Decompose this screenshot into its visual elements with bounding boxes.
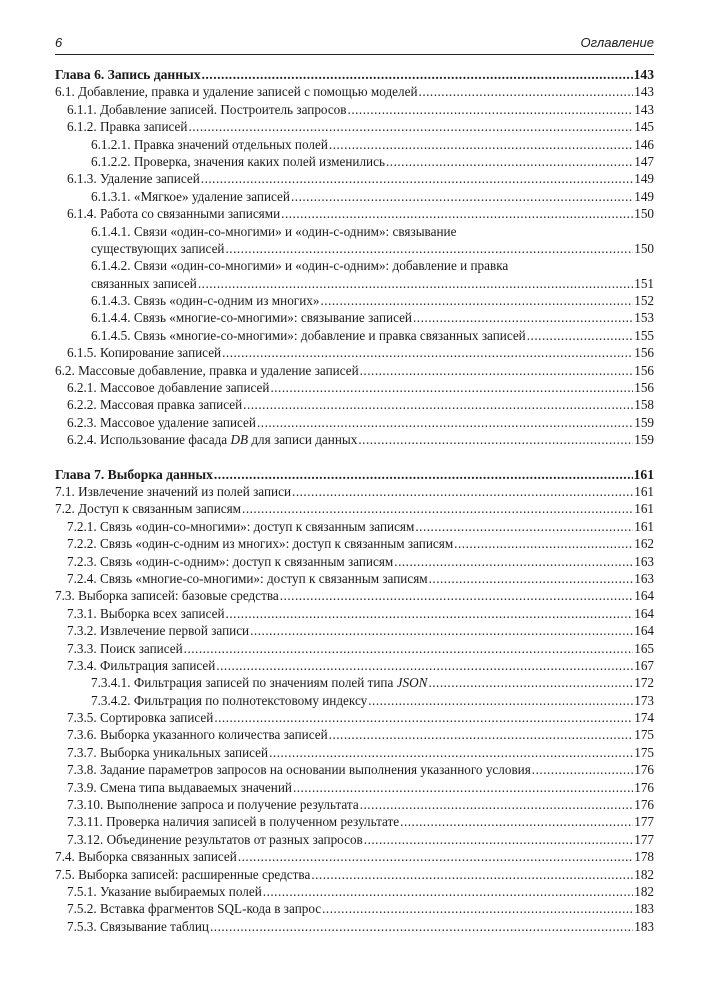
toc-entry[interactable]: 7.3.2. Извлечение первой записи ..... 164 [55, 622, 654, 639]
toc-entry[interactable]: 7.4. Выборка связанных записей ..... 178 [55, 848, 654, 865]
toc-entry[interactable]: 6.1.3. Удаление записей ..... 149 [55, 170, 654, 187]
toc-entry[interactable]: 7.3.9. Смена типа выдаваемых значений ..... 176 [55, 779, 654, 796]
toc-entry[interactable]: 7.5.3. Связывание таблиц ..... 183 [55, 918, 654, 935]
toc-entry[interactable]: 7.2.4. Связь «многие-со-многими»: доступ к связанным записям ..... 163 [55, 570, 654, 587]
toc-entry[interactable]: 7.3.7. Выборка уникальных записей ..... 175 [55, 744, 654, 761]
page-header [55, 30, 654, 50]
header-rule [55, 54, 654, 55]
toc-chapter-7[interactable]: Глава 7. Выборка данных ..... 161 [55, 466, 654, 483]
toc-entry[interactable]: 6.1.2. Правка записей ..... 145 [55, 118, 654, 135]
toc-entry[interactable]: 7.3.5. Сортировка записей ..... 174 [55, 709, 654, 726]
toc-entry[interactable]: 7.1. Извлечение значений из полей записи ..... 161 [55, 483, 654, 500]
toc-entry[interactable]: 7.5. Выборка записей: расширенные средства ..... 182 [55, 866, 654, 883]
toc-entry[interactable]: 6.2.3. Массовое удаление записей ..... 159 [55, 414, 654, 431]
toc-entry[interactable]: 6.2. Массовые добавление, правка и удаление записей ..... 156 [55, 362, 654, 379]
toc-entry[interactable]: 6.1.4.4. Связь «многие-со-многими»: связывание записей ..... 153 [55, 309, 654, 326]
toc-entry[interactable]: существующих записей ..... 150 [55, 240, 654, 257]
toc-entry[interactable]: 6.2.4. Использование фасада DB для записи данных ..... 159 [55, 431, 654, 448]
page-number: 6 [55, 35, 63, 50]
toc-entry[interactable]: 6.2.2. Массовая правка записей ..... 158 [55, 396, 654, 413]
toc-entry[interactable]: 7.3.1. Выборка всех записей ..... 164 [55, 605, 654, 622]
toc-entry[interactable]: 7.3.4.2. Фильтрация по полнотекстовому индексу ..... 173 [55, 692, 654, 709]
toc-entry[interactable]: 7.3.3. Поиск записей ..... 165 [55, 640, 654, 657]
toc-entry[interactable]: 6.2.1. Массовое добавление записей ..... 156 [55, 379, 654, 396]
toc-entry-first-line[interactable]: 6.1.4.1. Связи «один-со-многими» и «один-с-одним»: связывание [91, 223, 457, 239]
toc-entry[interactable]: 6.1.4.5. Связь «многие-со-многими»: добавление и правка связанных записей ..... 155 [55, 327, 654, 344]
toc-entry[interactable]: 7.2.2. Связь «один-с-одним из многих»: доступ к связанным записям ..... 162 [55, 535, 654, 552]
toc-entry[interactable]: 7.3.8. Задание параметров запросов на основании выполнения указанного условия ..... 176 [55, 761, 654, 778]
toc-entry[interactable]: 7.2.3. Связь «один-с-одним»: доступ к связанным записям ..... 163 [55, 553, 654, 570]
toc-entry[interactable]: связанных записей ..... 151 [55, 275, 654, 292]
toc-chapter-6[interactable]: Глава 6. Запись данных ..... 143 [55, 66, 654, 83]
toc-entry[interactable]: 7.3.4.1. Фильтрация записей по значениям полей типа JSON ..... 172 [55, 674, 654, 691]
toc-entry[interactable]: 7.3.4. Фильтрация записей ..... 167 [55, 657, 654, 674]
toc-entry[interactable]: 6.1.2.2. Проверка, значения каких полей изменились ..... 147 [55, 153, 654, 170]
toc-entry[interactable]: 7.3.11. Проверка наличия записей в полученном результате ..... 177 [55, 813, 654, 830]
toc-entry[interactable]: 6.1. Добавление, правка и удаление записей с помощью моделей ..... 143 [55, 83, 654, 100]
toc-entry[interactable]: 7.2.1. Связь «один-со-многими»: доступ к связанным записям ..... 161 [55, 518, 654, 535]
toc-entry[interactable]: 7.3.12. Объединение результатов от разных запросов ..... 177 [55, 831, 654, 848]
toc-entry[interactable]: 6.1.3.1. «Мягкое» удаление записей ..... 149 [55, 188, 654, 205]
toc-entry[interactable]: 6.1.1. Добавление записей. Построитель запросов ..... 143 [55, 101, 654, 118]
toc-entry[interactable]: 7.3. Выборка записей: базовые средства ..... 164 [55, 587, 654, 604]
toc-entry[interactable]: 6.1.5. Копирование записей ..... 156 [55, 344, 654, 361]
toc-entry[interactable]: 7.3.6. Выборка указанного количества записей ..... 175 [55, 726, 654, 743]
toc-entry[interactable]: 7.5.2. Вставка фрагментов SQL-кода в запрос ..... 183 [55, 900, 654, 917]
toc-entry[interactable]: 6.1.4. Работа со связанными записями ..... 150 [55, 205, 654, 222]
running-title: Оглавление [580, 35, 654, 50]
toc-entry[interactable]: 7.5.1. Указание выбираемых полей ..... 182 [55, 883, 654, 900]
toc-entry[interactable]: 6.1.4.3. Связь «один-с-одним из многих» ..... 152 [55, 292, 654, 309]
toc-entry[interactable]: 7.3.10. Выполнение запроса и получение результата ..... 176 [55, 796, 654, 813]
table-of-contents [55, 66, 654, 935]
toc-entry-first-line[interactable]: 6.1.4.2. Связи «один-со-многими» и «один-с-одним»: добавление и правка [91, 258, 509, 274]
toc-entry[interactable]: 6.1.2.1. Правка значений отдельных полей ..... 146 [55, 136, 654, 153]
toc-entry[interactable]: 7.2. Доступ к связанным записям ..... 161 [55, 500, 654, 517]
